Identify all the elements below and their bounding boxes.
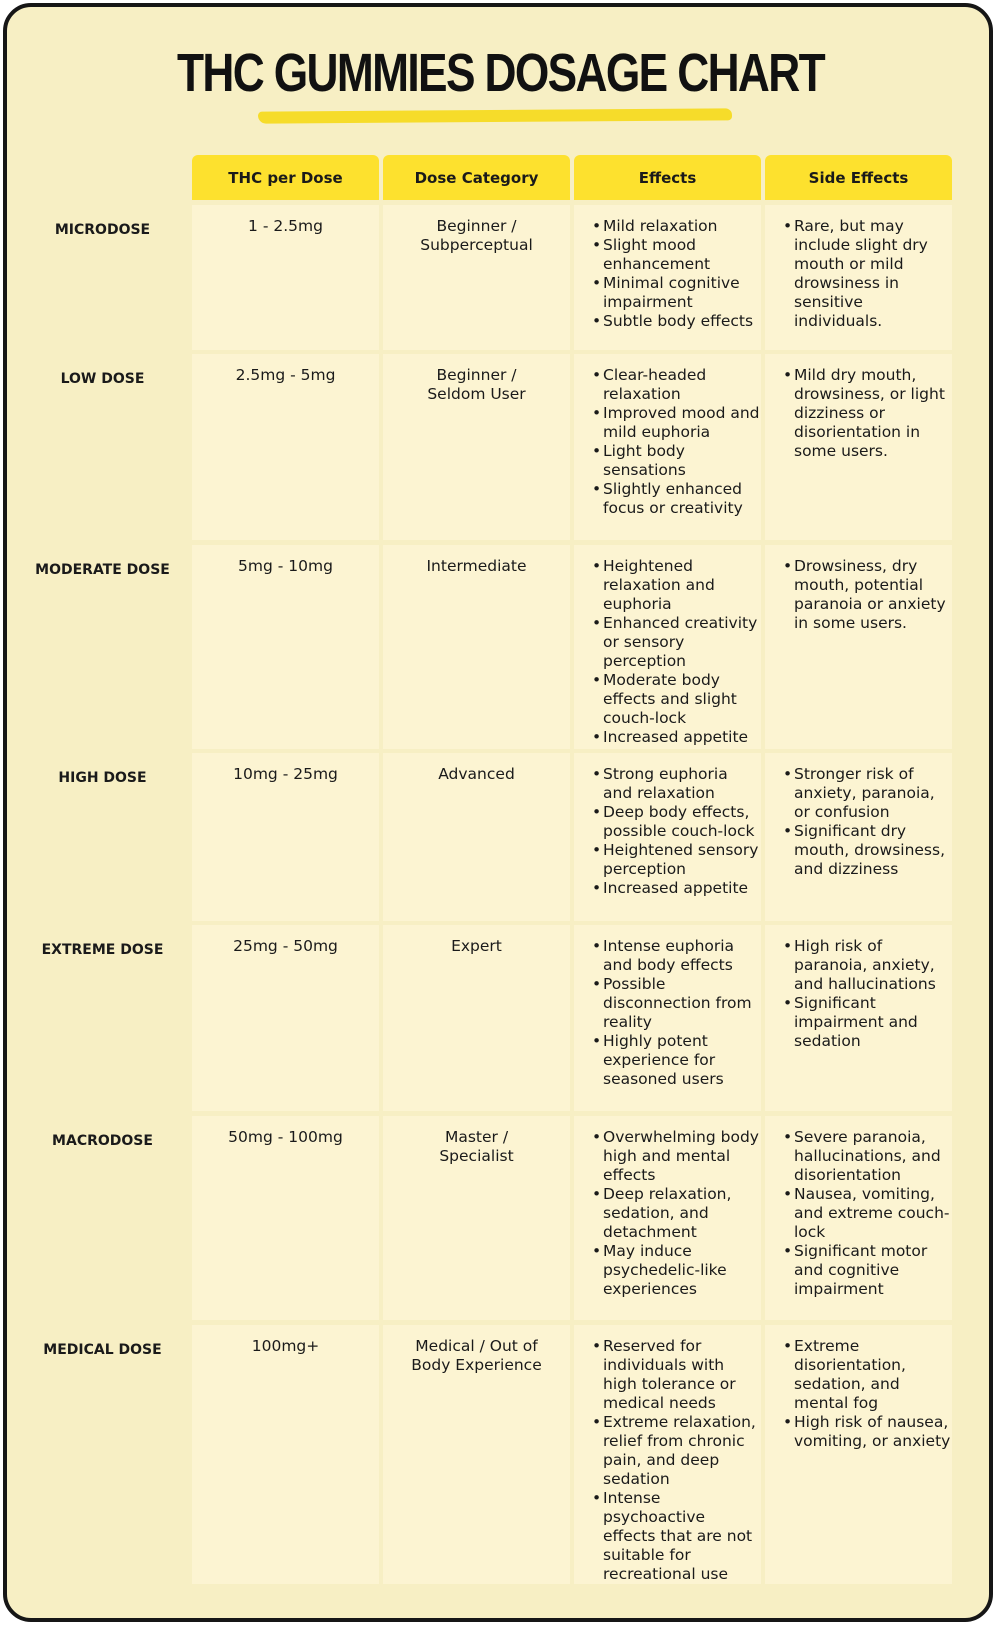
list-item: • Significant impairment and sedation	[783, 994, 952, 1051]
list-item: • High risk of nausea, vomiting, or anxiety	[783, 1413, 952, 1451]
list-item: • High risk of paranoia, anxiety, and hallucinations	[783, 937, 952, 994]
list-item: • Minimal cognitive impairment	[592, 274, 761, 312]
list-item: • Slight mood enhancement	[592, 236, 761, 274]
list-item: • Severe paranoia, hallucinations, and disorientation	[783, 1128, 952, 1185]
title-container	[0, 42, 1000, 104]
side-effects-list	[783, 765, 952, 879]
cell-effects	[574, 1325, 761, 1584]
row-label: HIGH DOSE	[58, 770, 147, 786]
cell-effects	[574, 545, 761, 749]
cell-thc-per-dose	[192, 925, 379, 1111]
cell-side-effects	[765, 1116, 952, 1320]
cell-effects	[574, 753, 761, 921]
cell-dose-category	[383, 753, 570, 921]
list-item: • Slightly enhanced focus or creativity	[592, 480, 761, 518]
list-item: • Stronger risk of anxiety, paranoia, or confusion	[783, 765, 952, 822]
cell-dose-category	[383, 925, 570, 1111]
effects-list	[592, 765, 761, 898]
list-item: • Light body sensations	[592, 442, 761, 480]
list-item: • Increased appetite	[592, 728, 761, 747]
list-item: • Heightened relaxation and euphoria	[592, 557, 761, 614]
header-effects: Effects	[574, 155, 761, 200]
cell-dose-category	[383, 545, 570, 749]
cell-thc-per-dose	[192, 545, 379, 749]
list-item: • Enhanced creativity or sensory perception	[592, 614, 761, 671]
thc-per-dose-value: 5mg - 10mg	[238, 557, 333, 575]
list-item: • Clear-headed relaxation	[592, 366, 761, 404]
row-label: EXTREME DOSE	[41, 942, 164, 958]
list-item: • Nausea, vomiting, and extreme couch-lock	[783, 1185, 952, 1242]
side-effects-list	[783, 366, 952, 461]
list-item: • Intense psychoactive effects that are not suitable for recreational use	[592, 1489, 761, 1584]
dose-category-value: Medical / Out of Body Experience	[411, 1337, 542, 1374]
dose-category-value: Master / Specialist	[439, 1128, 514, 1165]
cell-side-effects	[765, 205, 952, 350]
row-label: LOW DOSE	[60, 371, 145, 387]
list-item: • Drowsiness, dry mouth, potential paranoia or anxiety in some users.	[783, 557, 952, 633]
cell-effects	[574, 925, 761, 1111]
list-item: • Subtle body effects	[592, 312, 761, 331]
list-item: • Significant dry mouth, drowsiness, and dizziness	[783, 822, 952, 879]
list-item: • Improved mood and mild euphoria	[592, 404, 761, 442]
list-item: • Reserved for individuals with high tolerance or medical needs	[592, 1337, 761, 1413]
cell-dose-category	[383, 354, 570, 540]
cell-effects	[574, 1116, 761, 1320]
thc-per-dose-value: 2.5mg - 5mg	[235, 366, 336, 384]
effects-list	[592, 1337, 761, 1584]
cell-side-effects	[765, 1325, 952, 1584]
side-effects-list	[783, 557, 952, 633]
cell-thc-per-dose	[192, 354, 379, 540]
row-label: MACRODOSE	[52, 1133, 153, 1149]
list-item: • Rare, but may include slight dry mouth or mild drowsiness in sensitive individuals.	[783, 217, 952, 331]
list-item: • Deep body effects, possible couch-lock	[592, 803, 761, 841]
list-item: • Significant motor and cognitive impairment	[783, 1242, 952, 1299]
header-side-effects: Side Effects	[765, 155, 952, 200]
dose-category-value: Beginner / Subperceptual	[420, 217, 533, 254]
cell-side-effects	[765, 354, 952, 540]
cell-effects	[574, 205, 761, 350]
cell-thc-per-dose	[192, 1116, 379, 1320]
dose-category-value: Advanced	[438, 765, 515, 783]
list-item: • Deep relaxation, sedation, and detachment	[592, 1185, 761, 1242]
row-label: MODERATE DOSE	[35, 562, 170, 578]
list-item: • Increased appetite	[592, 879, 761, 898]
list-item: • Heightened sensory perception	[592, 841, 761, 879]
side-effects-list	[783, 217, 952, 331]
cell-thc-per-dose	[192, 1325, 379, 1584]
thc-per-dose-value: 50mg - 100mg	[228, 1128, 343, 1146]
list-item: • Mild relaxation	[592, 217, 761, 236]
dose-category-value: Expert	[451, 937, 502, 955]
list-item: • May induce psychedelic-like experiences	[592, 1242, 761, 1299]
cell-dose-category	[383, 205, 570, 350]
thc-per-dose-value: 10mg - 25mg	[233, 765, 338, 783]
cell-effects	[574, 354, 761, 540]
thc-per-dose-value: 1 - 2.5mg	[248, 217, 323, 235]
cell-thc-per-dose	[192, 753, 379, 921]
page-title: THC GUMMIES DOSAGE CHART	[176, 43, 824, 103]
list-item: • Extreme disorientation, sedation, and mental fog	[783, 1337, 952, 1413]
list-item: • Strong euphoria and relaxation	[592, 765, 761, 803]
list-item: • Extreme relaxation, relief from chronic pain, and deep sedation	[592, 1413, 761, 1489]
cell-side-effects	[765, 925, 952, 1111]
cell-dose-category	[383, 1116, 570, 1320]
side-effects-list	[783, 1337, 952, 1451]
effects-list	[592, 937, 761, 1089]
list-item: • Possible disconnection from reality	[592, 975, 761, 1032]
list-item: • Mild dry mouth, drowsiness, or light dizziness or disorientation in some users.	[783, 366, 952, 461]
row-label: MEDICAL DOSE	[43, 1342, 162, 1358]
header-thc-per-dose: THC per Dose	[192, 155, 379, 200]
cell-dose-category	[383, 1325, 570, 1584]
dose-category-value: Beginner / Seldom User	[427, 366, 526, 403]
effects-list	[592, 557, 761, 747]
thc-per-dose-value: 100mg+	[251, 1337, 320, 1355]
cell-side-effects	[765, 545, 952, 749]
header-dose-category: Dose Category	[383, 155, 570, 200]
effects-list	[592, 1128, 761, 1299]
side-effects-list	[783, 1128, 952, 1299]
side-effects-list	[783, 937, 952, 1051]
list-item: • Intense euphoria and body effects	[592, 937, 761, 975]
row-label: MICRODOSE	[54, 222, 151, 238]
list-item: • Highly potent experience for seasoned users	[592, 1032, 761, 1089]
thc-per-dose-value: 25mg - 50mg	[233, 937, 338, 955]
cell-thc-per-dose	[192, 205, 379, 350]
dose-category-value: Intermediate	[426, 557, 527, 575]
effects-list	[592, 366, 761, 518]
effects-list	[592, 217, 761, 331]
list-item: • Moderate body effects and slight couch-lock	[592, 671, 761, 728]
list-item: • Overwhelming body high and mental effects	[592, 1128, 761, 1185]
cell-side-effects	[765, 753, 952, 921]
